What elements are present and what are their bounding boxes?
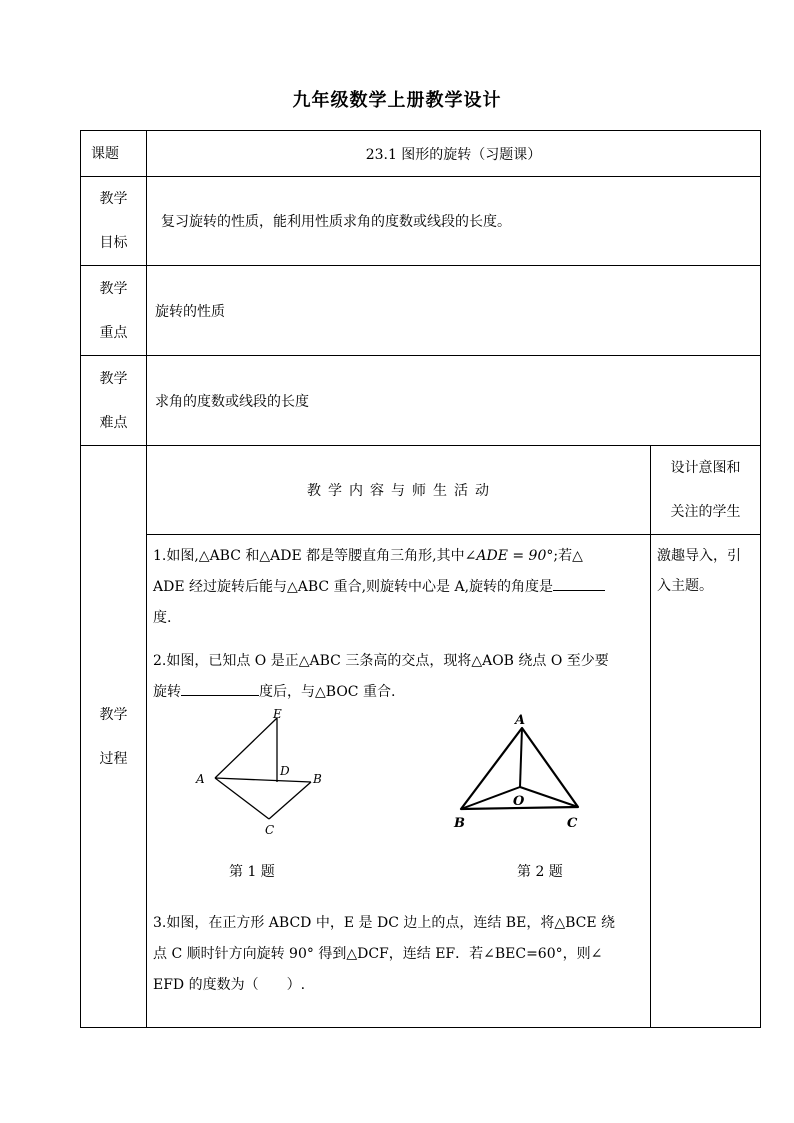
process-header-row	[81, 446, 761, 535]
question-2-line-1: 2.如图，已知点 O 是正△ABC 三条高的交点，现将△AOB 绕点 O 至少要	[153, 653, 609, 669]
fig1-label-c: C	[265, 823, 275, 837]
question-3-line-3: EFD 的度数为（ ）.	[153, 977, 306, 993]
topic-value: 23.1 图形的旋转（习题课）	[147, 131, 761, 177]
key-label-line-1: 教学	[99, 280, 128, 297]
difficulty-row	[81, 356, 761, 446]
fig1-caption: 第 1 题	[229, 864, 275, 880]
fig2-segment-co	[520, 787, 578, 807]
page-title: 九年级数学上册教学设计	[292, 90, 502, 111]
difficulty-label	[81, 356, 147, 446]
key-label-line-2: 重点	[99, 324, 128, 341]
goal-label-line-2: 目标	[99, 235, 128, 251]
intent-line-1: 激趣导入，引	[657, 548, 741, 564]
process-label	[81, 446, 147, 1028]
question-3-line-1: 3.如图，在正方形 ABCD 中，E 是 DC 边上的点，连结 BE，将△BCE 绕	[153, 915, 616, 931]
intent-header-line-1: 设计意图和	[670, 460, 741, 476]
question-3-line-2: 点 C 顺时针方向旋转 90° 得到△DCF，连结 EF．若∠BEC=60°，则∠	[153, 946, 603, 962]
intent-header-line-2: 关注的学生	[670, 504, 741, 520]
answer-blank-1	[553, 572, 605, 591]
intent-line-2: 入主题。	[657, 578, 713, 594]
key-value: 旋转的性质	[147, 266, 761, 356]
process-content-row	[81, 535, 761, 1028]
question-3	[147, 908, 650, 1001]
difficulty-label-line-2: 难点	[99, 414, 128, 431]
question-1-line-2: ADE 经过旋转后能与△ABC 重合,则旋转中心是 A,旋转的角度是	[153, 572, 642, 603]
topic-label: 课题	[81, 131, 147, 177]
question-1-line-3: 度.	[153, 610, 172, 626]
fig1-segment-ae	[215, 718, 277, 778]
fig2-label-c: C	[567, 816, 578, 831]
difficulty-label-line-1: 教学	[99, 370, 128, 387]
figures-svg	[147, 708, 651, 908]
goal-label	[81, 177, 147, 266]
key-label	[81, 266, 147, 356]
fig2-segment-ao	[520, 728, 522, 787]
question-1-line-1: 1.如图,△ABC 和△ADE 都是等腰直角三角形,其中∠ADE = 90°;若△	[153, 548, 583, 564]
figures-row	[147, 708, 650, 908]
process-label-line-2: 过程	[99, 750, 128, 767]
fig1-label-b: B	[313, 772, 322, 786]
angle-formula: ∠ADE = 90°	[464, 548, 554, 564]
difficulty-value: 求角的度数或线段的长度	[147, 356, 761, 446]
question-2	[147, 646, 650, 708]
process-content	[147, 535, 651, 1028]
question-1	[147, 541, 650, 634]
lesson-plan-table	[80, 130, 761, 1028]
fig1-label-e: E	[273, 708, 282, 721]
answer-blank-2	[181, 677, 259, 696]
fig2-label-b: B	[454, 816, 465, 831]
intent-header	[651, 446, 761, 535]
content-header: 教学内容与师生活动	[147, 446, 651, 535]
goal-row	[81, 177, 761, 266]
fig2-caption: 第 2 题	[517, 864, 563, 880]
fig1-label-a: A	[196, 772, 205, 786]
goal-label-line-1: 教学	[99, 191, 128, 207]
figure-1	[195, 708, 322, 880]
fig1-segment-ac	[215, 778, 269, 819]
topic-row	[81, 131, 761, 177]
question-2-line-2: 旋转 度后，与△BOC 重合.	[153, 677, 642, 708]
intent-content	[651, 535, 761, 1028]
process-label-line-1: 教学	[99, 706, 128, 723]
fig2-label-a: A	[515, 713, 526, 728]
fig2-label-o: O	[513, 794, 525, 809]
figure-2	[453, 713, 578, 880]
goal-value: 复习旋转的性质，能利用性质求角的度数或线段的长度。	[147, 177, 761, 266]
fig1-label-d: D	[280, 764, 290, 778]
key-row	[81, 266, 761, 356]
fig1-segment-ab	[215, 778, 311, 782]
fig1-segment-bc	[269, 782, 311, 819]
